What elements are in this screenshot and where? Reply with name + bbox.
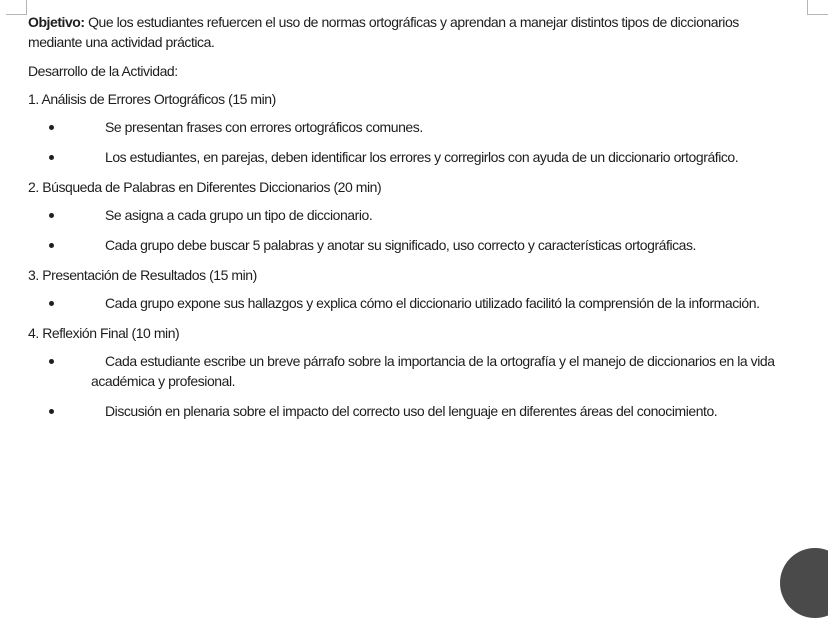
list-item-text: Los estudiantes, en parejas, deben identificar los errores y corregirlos con ayuda de un diccionario ortográfico.	[105, 149, 739, 165]
page-corner-mark	[807, 0, 828, 15]
objective-paragraph	[28, 12, 788, 52]
section-heading: 1. Análisis de Errores Ortográficos (15 min)	[28, 91, 276, 107]
section-heading: 3. Presentación de Resultados (15 min)	[28, 267, 257, 283]
list-item-text: Cada estudiante escribe un breve párrafo sobre la importancia de la ortografía y el manejo de diccionarios en la vida académica y profesional.	[91, 353, 775, 389]
list-item	[28, 147, 788, 167]
list-item	[28, 235, 788, 255]
list-item	[28, 205, 788, 225]
list-item-text: Cada grupo expone sus hallazgos y explica cómo el diccionario utilizado facilitó la comprensión de la información.	[105, 295, 760, 311]
objective-label: Objetivo:	[28, 14, 85, 30]
list-item-text: Discusión en plenaria sobre el impacto del correcto uso del lenguaje en diferentes áreas del conocimiento.	[105, 403, 718, 419]
bullet-list	[28, 117, 788, 167]
list-item	[28, 293, 788, 313]
bullet-icon	[49, 243, 54, 248]
bullet-list	[28, 351, 788, 421]
list-item-text: Cada grupo debe buscar 5 palabras y anotar su significado, uso correcto y características ortográficas.	[105, 237, 696, 253]
bullet-icon	[49, 409, 54, 414]
list-item	[28, 351, 788, 391]
bullet-icon	[49, 155, 54, 160]
floating-action-button[interactable]	[780, 548, 828, 618]
bullet-icon	[49, 213, 54, 218]
list-item	[28, 401, 788, 421]
section-heading: 2. Búsqueda de Palabras en Diferentes Diccionarios (20 min)	[28, 179, 382, 195]
bullet-icon	[49, 359, 54, 364]
objective-text: Que los estudiantes refuercen el uso de normas ortográficas y aprendan a manejar distintos tipos de diccionarios mediante una actividad práctica.	[28, 14, 739, 50]
page-corner-mark	[6, 0, 27, 15]
sections	[28, 89, 788, 421]
bullet-list	[28, 205, 788, 255]
document-body	[28, 12, 788, 431]
list-item-text: Se presentan frases con errores ortográficos comunes.	[105, 119, 423, 135]
list-item	[28, 117, 788, 137]
section-heading: 4. Reflexión Final (10 min)	[28, 325, 180, 341]
bullet-icon	[49, 301, 54, 306]
development-title: Desarrollo de la Actividad:	[28, 63, 178, 79]
list-item-text: Se asigna a cada grupo un tipo de diccionario.	[105, 207, 373, 223]
bullet-icon	[49, 125, 54, 130]
bullet-list	[28, 293, 788, 313]
